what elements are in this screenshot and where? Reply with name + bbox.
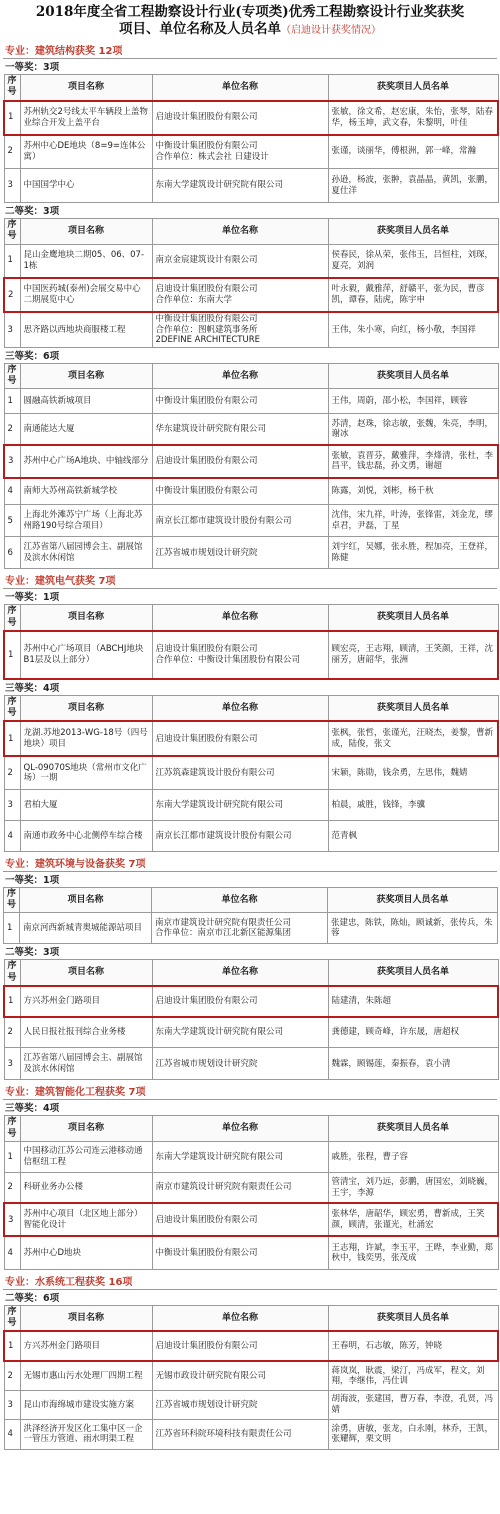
project-name: 江苏省第八届园博会主、副展馆及滨水休闲馆 bbox=[20, 1048, 152, 1080]
table-body bbox=[4, 101, 498, 203]
row-number: 2 bbox=[4, 135, 20, 169]
award-table bbox=[3, 74, 499, 203]
unit-name: 启迪设计集团股份有限公司 bbox=[152, 445, 328, 478]
award-sections bbox=[3, 41, 497, 1450]
row-number: 4 bbox=[4, 1419, 20, 1449]
row-number: 3 bbox=[4, 1390, 20, 1419]
table-row bbox=[4, 913, 498, 944]
header-row bbox=[4, 1305, 498, 1331]
table-row bbox=[4, 1141, 498, 1172]
table-body bbox=[4, 1141, 498, 1269]
column-header: 单位名称 bbox=[152, 960, 328, 986]
table-row bbox=[4, 478, 498, 505]
table-header bbox=[4, 1116, 498, 1142]
table-row bbox=[4, 414, 498, 445]
award-personnel: 叶永毅，戴雅萍，舒赣平，张为民，曹彦凯，谭春，陆虎，陈宇申 bbox=[328, 278, 498, 312]
table-row-highlighted bbox=[4, 1331, 498, 1361]
project-name: 昆山市海绵城市建设实施方案 bbox=[20, 1390, 152, 1419]
award-personnel: 张敏，徐文希，赵宏康，朱怡，张琴，陆春华，杨玉坤，武文春，朱黎明，叶佳 bbox=[328, 101, 498, 135]
project-name: 南通能达大厦 bbox=[20, 414, 152, 445]
table-row bbox=[4, 1017, 498, 1048]
row-number: 4 bbox=[4, 1236, 20, 1269]
award-personnel: 王伟，周蔚，邵小松，李国祥，顾蓉 bbox=[328, 389, 498, 414]
title-line-2-text: 项目、单位名称及人员名单 bbox=[119, 21, 281, 37]
column-header: 序号 bbox=[4, 75, 20, 101]
column-header: 序号 bbox=[4, 219, 20, 245]
unit-name: 江苏筑森建筑设计股份有限公司 bbox=[152, 756, 328, 789]
project-name: 江苏省第八届园博会主、副展馆及滨水休闲馆 bbox=[20, 537, 152, 569]
unit-name: 中衡设计集团股份有限公司 bbox=[152, 389, 328, 414]
column-header: 项目名称 bbox=[20, 887, 152, 913]
table-row-highlighted bbox=[4, 986, 498, 1017]
table-header bbox=[4, 219, 498, 245]
project-name: 苏州中心DE地块（8=9=连体公寓） bbox=[20, 135, 152, 169]
column-header: 单位名称 bbox=[152, 695, 328, 721]
table-row-highlighted bbox=[4, 721, 498, 756]
project-name: 方兴苏州金门路项目 bbox=[20, 986, 152, 1017]
row-number: 1 bbox=[4, 913, 20, 944]
table-body bbox=[4, 721, 498, 851]
row-number: 1 bbox=[4, 721, 20, 756]
award-level-heading: 三等奖：6项 bbox=[5, 350, 60, 362]
title-line-1: 2018年度全省工程勘察设计行业(专项类)优秀工程勘察设计行业奖获奖 bbox=[35, 4, 465, 20]
major-heading: 专业：建筑智能化工程获奖 7项 bbox=[3, 1082, 497, 1100]
unit-name: 启迪设计集团股份有限公司 合作单位：中衡设计集团股份有限公司 bbox=[152, 631, 328, 679]
row-number: 1 bbox=[4, 1141, 20, 1172]
award-personnel: 宋颖，陈勋，钱余勇，左思伟，魏婧 bbox=[328, 756, 498, 789]
column-header: 获奖项目人员名单 bbox=[328, 695, 498, 721]
unit-name: 江苏省城市规划设计研究院 bbox=[152, 1048, 328, 1080]
award-personnel: 柏晨，戚胜，钱锋，李骥 bbox=[328, 789, 498, 820]
award-personnel: 陆建清，朱陈超 bbox=[328, 986, 498, 1017]
table-body bbox=[4, 389, 498, 569]
award-personnel: 张枫，张哲，张谨光，汪晓杰，姜黎，曹新成，陆俊，张文 bbox=[328, 721, 498, 756]
project-name: 圆融高铁新城项目 bbox=[20, 389, 152, 414]
unit-name: 南京市建筑设计研究院有限责任公司 合作单位：南京市江北新区能源集团 bbox=[152, 913, 328, 944]
column-header: 序号 bbox=[4, 1116, 20, 1142]
document-title bbox=[3, 0, 497, 39]
column-header: 单位名称 bbox=[152, 219, 328, 245]
unit-name: 东南大学建筑设计研究院有限公司 bbox=[152, 789, 328, 820]
column-header: 单位名称 bbox=[152, 605, 328, 631]
award-table bbox=[3, 887, 498, 945]
unit-name: 南京长江都市建筑设计股份有限公司 bbox=[152, 820, 328, 851]
unit-name: 东南大学建筑设计研究院有限公司 bbox=[152, 1017, 328, 1048]
project-name: 南京河西新城青奥城能源站项目 bbox=[20, 913, 152, 944]
column-header: 单位名称 bbox=[152, 887, 328, 913]
unit-name: 华东建筑设计研究院有限公司 bbox=[152, 414, 328, 445]
project-name: 苏州轨交2号线太平车辆段上盖物业综合开发上盖平台 bbox=[20, 101, 152, 135]
table-row bbox=[4, 1390, 498, 1419]
table-header bbox=[4, 1305, 498, 1331]
column-header: 项目名称 bbox=[20, 1305, 152, 1331]
column-header: 获奖项目人员名单 bbox=[328, 1305, 498, 1331]
table-row bbox=[4, 537, 498, 569]
row-number: 2 bbox=[4, 1172, 20, 1203]
award-table bbox=[3, 959, 499, 1080]
table-header bbox=[4, 960, 498, 986]
award-personnel: 刘宇红，吴娜，张永胜，程加亮，王登祥，陈健 bbox=[328, 537, 498, 569]
award-table bbox=[3, 695, 499, 852]
table-body bbox=[4, 631, 498, 679]
unit-name: 东南大学建筑设计研究院有限公司 bbox=[152, 169, 328, 203]
column-header: 序号 bbox=[4, 887, 20, 913]
table-row bbox=[4, 312, 498, 347]
column-header: 获奖项目人员名单 bbox=[328, 605, 498, 631]
unit-name: 江苏省城市规划设计研究院 bbox=[152, 1390, 328, 1419]
award-personnel: 戚胜，张程，曹子容 bbox=[328, 1141, 498, 1172]
award-personnel: 张谨，谈丽华，傅根洲，郭一峰，常瀚 bbox=[328, 135, 498, 169]
project-name: 无锡市惠山污水处理厂四期工程 bbox=[20, 1361, 152, 1390]
award-personnel: 王伟，朱小寒，向红，杨小敬，李国祥 bbox=[328, 312, 498, 347]
row-number: 3 bbox=[4, 789, 20, 820]
table-header bbox=[4, 605, 498, 631]
row-number: 4 bbox=[4, 478, 20, 505]
column-header: 项目名称 bbox=[20, 605, 152, 631]
award-personnel: 王春明，石志敏，陈芳，钟晓 bbox=[328, 1331, 498, 1361]
table-header bbox=[4, 887, 498, 913]
award-level-heading: 二等奖：6项 bbox=[5, 1292, 60, 1304]
title-line-2 bbox=[3, 21, 497, 39]
table-body bbox=[4, 1331, 498, 1449]
award-level-heading: 一等奖：1项 bbox=[5, 592, 60, 604]
award-personnel: 侯春民，徐从荣，张伟玉，吕恒柱，刘琛，夏亮，刘润 bbox=[328, 244, 498, 278]
project-name: 苏州中心D地块 bbox=[20, 1236, 152, 1269]
row-number: 3 bbox=[4, 1048, 20, 1080]
project-name: 上海北外滩苏宁广场（上海北苏州路190号综合项目） bbox=[20, 505, 152, 537]
table-body bbox=[4, 913, 498, 944]
column-header: 单位名称 bbox=[152, 363, 328, 389]
unit-name: 启迪设计集团股份有限公司 bbox=[152, 1331, 328, 1361]
project-name: 科研业务办公楼 bbox=[20, 1172, 152, 1203]
row-number: 3 bbox=[4, 312, 20, 347]
table-body bbox=[4, 244, 498, 347]
row-number: 1 bbox=[4, 101, 20, 135]
unit-name: 中衡设计集团股份有限公司 合作单位：图帆建筑事务所 2DEFINE ARCHITECTURE bbox=[152, 312, 328, 347]
table-row bbox=[4, 244, 498, 278]
table-row bbox=[4, 1361, 498, 1390]
project-name: 方兴苏州金门路项目 bbox=[20, 1331, 152, 1361]
table-row bbox=[4, 756, 498, 789]
title-note: （启迪设计获奖情况） bbox=[281, 25, 381, 36]
award-level-heading: 三等奖：4项 bbox=[5, 1103, 60, 1115]
project-name: 洪泽经济开发区化工集中区一企一管压力管道、雨水明渠工程 bbox=[20, 1419, 152, 1449]
unit-name: 江苏省城市规划设计研究院 bbox=[152, 537, 328, 569]
award-level-heading: 一等奖：1项 bbox=[5, 874, 60, 886]
table-body bbox=[4, 986, 498, 1080]
award-personnel: 孙逊，杨波，张翀，袁晶晶，黄凯，张鹏，夏仕洋 bbox=[328, 169, 498, 203]
project-name: 思齐路以西地块商服楼工程 bbox=[20, 312, 152, 347]
row-number: 1 bbox=[4, 1331, 20, 1361]
header-row bbox=[4, 75, 498, 101]
award-personnel: 蒋岚岚，耿震，梁汀，冯成军，程文，刘翔，李继伟，冯仕训 bbox=[328, 1361, 498, 1390]
project-name: 中国医药城(泰州)会展交易中心二期展览中心 bbox=[20, 278, 152, 312]
project-name: 中国移动江苏公司连云港移动通信枢纽工程 bbox=[20, 1141, 152, 1172]
header-row bbox=[4, 219, 498, 245]
award-level-heading: 三等奖：4项 bbox=[5, 682, 60, 694]
column-header: 项目名称 bbox=[20, 75, 152, 101]
row-number: 1 bbox=[4, 631, 20, 679]
column-header: 获奖项目人员名单 bbox=[328, 960, 498, 986]
row-number: 4 bbox=[4, 820, 20, 851]
unit-name: 中衡设计集团股份有限公司 bbox=[152, 478, 328, 505]
column-header: 项目名称 bbox=[20, 695, 152, 721]
row-number: 1 bbox=[4, 986, 20, 1017]
award-personnel: 王志翔，许斌，李玉平，王晔，李业勤，郑秋中，钱奕男，张茂成 bbox=[328, 1236, 498, 1269]
row-number: 2 bbox=[4, 1361, 20, 1390]
award-table bbox=[3, 1115, 499, 1270]
unit-name: 东南大学建筑设计研究院有限公司 bbox=[152, 1141, 328, 1172]
award-personnel: 胡海波，张建国，曹万春，李澄，孔贤，冯婧 bbox=[328, 1390, 498, 1419]
award-personnel: 魏霖，顾锡莲，秦振春，袁小清 bbox=[328, 1048, 498, 1080]
column-header: 单位名称 bbox=[152, 1116, 328, 1142]
column-header: 序号 bbox=[4, 363, 20, 389]
row-number: 2 bbox=[4, 756, 20, 789]
award-personnel: 陈露，刘悦，刘彬，杨千秋 bbox=[328, 478, 498, 505]
unit-name: 启迪设计集团股份有限公司 bbox=[152, 101, 328, 135]
award-personnel: 涂勇，唐敏，张龙，白永刚，林乔，王凯，张耀辉，栗文明 bbox=[328, 1419, 498, 1449]
row-number: 2 bbox=[4, 1017, 20, 1048]
table-row-highlighted bbox=[4, 278, 498, 312]
row-number: 2 bbox=[4, 414, 20, 445]
award-level-heading: 二等奖：3项 bbox=[5, 206, 60, 217]
table-row bbox=[4, 505, 498, 537]
project-name: 苏州中心广场A地块、中轴线部分 bbox=[20, 445, 152, 478]
unit-name: 无锡市政设计研究院有限公司 bbox=[152, 1361, 328, 1390]
header-row bbox=[4, 960, 498, 986]
table-row bbox=[4, 389, 498, 414]
header-row bbox=[4, 605, 498, 631]
award-personnel: 范青枫 bbox=[328, 820, 498, 851]
unit-name: 启迪设计集团股份有限公司 bbox=[152, 721, 328, 756]
award-personnel: 张林华，唐韶华，顾宏勇，曹新成，王笑颜，顾清，张谨光，杜涌宏 bbox=[328, 1203, 498, 1236]
unit-name: 中衡设计集团股份有限公司 合作单位：株式会社 日建设计 bbox=[152, 135, 328, 169]
table-row bbox=[4, 820, 498, 851]
table-row bbox=[4, 135, 498, 169]
project-name: 昆山金鹰地块二期05、06、07-1栋 bbox=[20, 244, 152, 278]
project-name: 中国国学中心 bbox=[20, 169, 152, 203]
award-personnel: 龚德建，顾奇峰，许东晟，唐超权 bbox=[328, 1017, 498, 1048]
project-name: 人民日报社报刊综合业务楼 bbox=[20, 1017, 152, 1048]
column-header: 序号 bbox=[4, 960, 20, 986]
column-header: 项目名称 bbox=[20, 1116, 152, 1142]
award-personnel: 管清宝，刘乃远，彭鹏，唐国宏，刘晓巍，王宇，李源 bbox=[328, 1172, 498, 1203]
table-row bbox=[4, 1419, 498, 1449]
major-heading: 专业：建筑环境与设备获奖 7项 bbox=[3, 854, 497, 872]
column-header: 项目名称 bbox=[20, 960, 152, 986]
unit-name: 南京金宸建筑设计有限公司 bbox=[152, 244, 328, 278]
column-header: 序号 bbox=[4, 1305, 20, 1331]
project-name: 龙湖.苏地2013-WG-18号（四号地块）项目 bbox=[20, 721, 152, 756]
major-heading: 专业：建筑电气获奖 7项 bbox=[3, 571, 497, 589]
project-name: 南师大苏州高铁新城学校 bbox=[20, 478, 152, 505]
header-row bbox=[4, 887, 498, 913]
unit-name: 启迪设计集团股份有限公司 bbox=[152, 1203, 328, 1236]
table-row bbox=[4, 169, 498, 203]
major-heading: 专业：水系统工程获奖 16项 bbox=[3, 1272, 497, 1290]
table-header bbox=[4, 363, 498, 389]
award-personnel: 张建忠，陈铁，陈灿，顾诚新，张传兵，朱蓉 bbox=[328, 913, 498, 944]
project-name: QL-09070S地块（常州市文化广场）一期 bbox=[20, 756, 152, 789]
unit-name: 南京长江都市建筑设计股份有限公司 bbox=[152, 505, 328, 537]
award-personnel: 张敏，袁晋芬，戴雅萍，李烽清，张杜，李昌平，钱忠磊，孙文勇，谢超 bbox=[328, 445, 498, 478]
unit-name: 江苏省环科院环境科技有限责任公司 bbox=[152, 1419, 328, 1449]
project-name: 南通市政务中心北侧停车综合楼 bbox=[20, 820, 152, 851]
award-table bbox=[3, 218, 499, 348]
row-number: 3 bbox=[4, 445, 20, 478]
table-row bbox=[4, 1172, 498, 1203]
column-header: 项目名称 bbox=[20, 363, 152, 389]
table-row-highlighted bbox=[4, 101, 498, 135]
table-row bbox=[4, 1236, 498, 1269]
header-row bbox=[4, 695, 498, 721]
header-row bbox=[4, 1116, 498, 1142]
row-number: 1 bbox=[4, 244, 20, 278]
unit-name: 南京市建筑设计研究院有限责任公司 bbox=[152, 1172, 328, 1203]
award-table bbox=[3, 363, 499, 570]
project-name: 苏州中心广场项目（ABCHJ地块B1层及以上部分） bbox=[20, 631, 152, 679]
unit-name: 启迪设计集团股份有限公司 合作单位：东南大学 bbox=[152, 278, 328, 312]
unit-name: 启迪设计集团股份有限公司 bbox=[152, 986, 328, 1017]
column-header: 获奖项目人员名单 bbox=[328, 75, 498, 101]
column-header: 获奖项目人员名单 bbox=[328, 887, 498, 913]
row-number: 2 bbox=[4, 278, 20, 312]
column-header: 序号 bbox=[4, 605, 20, 631]
column-header: 获奖项目人员名单 bbox=[328, 363, 498, 389]
project-name: 君柏大厦 bbox=[20, 789, 152, 820]
column-header: 单位名称 bbox=[152, 75, 328, 101]
table-row-highlighted bbox=[4, 1203, 498, 1236]
table-header bbox=[4, 75, 498, 101]
award-table bbox=[3, 1305, 499, 1450]
row-number: 5 bbox=[4, 505, 20, 537]
table-header bbox=[4, 695, 498, 721]
award-level-heading: 一等奖：3项 bbox=[5, 62, 60, 73]
award-personnel: 苏清，赵珠，徐志敏，张魏，朱亮，李明，谢冰 bbox=[328, 414, 498, 445]
column-header: 序号 bbox=[4, 695, 20, 721]
table-row bbox=[4, 789, 498, 820]
row-number: 3 bbox=[4, 169, 20, 203]
award-personnel: 顾宏亮，王志翔，顾清，王笑颜，王祥，沈丽芳，唐韶华，张洲 bbox=[328, 631, 498, 679]
award-table bbox=[3, 604, 499, 680]
award-level-heading: 二等奖：3项 bbox=[5, 947, 60, 959]
column-header: 项目名称 bbox=[20, 219, 152, 245]
table-row-highlighted bbox=[4, 445, 498, 478]
project-name: 苏州中心项目（北区地上部分）智能化设计 bbox=[20, 1203, 152, 1236]
column-header: 单位名称 bbox=[152, 1305, 328, 1331]
unit-name: 中衡设计集团股份有限公司 bbox=[152, 1236, 328, 1269]
table-row-highlighted bbox=[4, 631, 498, 679]
column-header: 获奖项目人员名单 bbox=[328, 1116, 498, 1142]
header-row bbox=[4, 363, 498, 389]
row-number: 1 bbox=[4, 389, 20, 414]
table-row bbox=[4, 1048, 498, 1080]
row-number: 3 bbox=[4, 1203, 20, 1236]
row-number: 6 bbox=[4, 537, 20, 569]
award-personnel: 沈伟，宋九祥，叶涛，张锋雷，刘金龙，缪卓君，尹磊，丁星 bbox=[328, 505, 498, 537]
major-heading: 专业：建筑结构获奖 12项 bbox=[3, 41, 497, 59]
column-header: 获奖项目人员名单 bbox=[328, 219, 498, 245]
